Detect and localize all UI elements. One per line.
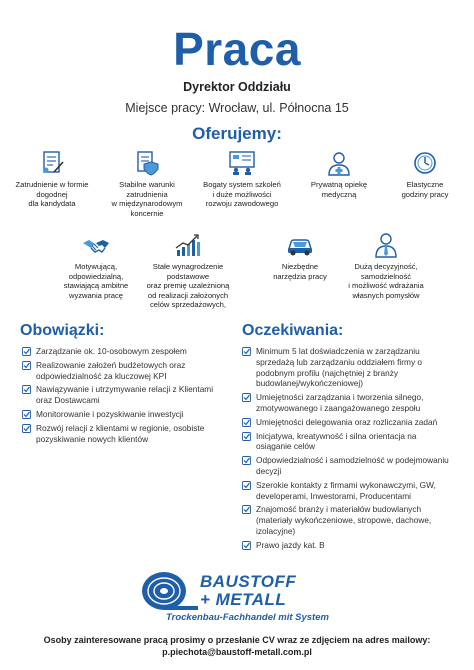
requirements-heading: Oczekiwania: [242,322,344,339]
footer-email[interactable]: p.piechota@baustoff-metall.com.pl [162,647,312,657]
footer-contact [0,634,474,658]
logo-text-line2: + METALL [200,590,287,609]
list-item: Zarządzanie ok. 10-osobowym zespołem [22,346,227,357]
company-logo [140,570,340,630]
document-shield-icon [132,150,162,176]
list-item: Minimum 5 lat doświadczenia w zarządzaniu sprzedażą lub zarządzaniu oddziałem firmy o podobnym profilu (najchętniej z branży budowlanej/wykończeniowej) [242,346,454,389]
check-icon [242,456,251,465]
benefit-contract: Zatrudnienie w formie dogodnej dla kandydata [4,150,100,209]
list-item: Szerokie kontakty z firmami wykonawczymi, GW, developerami, Inwestorami, Producentami [242,480,454,502]
list-item: Umiejętności delegowania oraz rozliczania zadań [242,417,454,428]
page-title: Praca [173,23,301,75]
check-icon [242,347,251,356]
benefit-medical: Prywatną opiekę medyczną [292,150,386,199]
footer-instruction: Osoby zainteresowane pracą prosimy o przesłanie CV wraz ze zdjęciem na adres mailowy: [43,635,431,645]
logo-text-line1: BAUSTOFF [200,572,297,591]
check-icon [22,361,31,370]
job-position: Dyrektor Oddziału [183,80,291,94]
list-item: Nawiązywanie i utrzymywanie relacji z Klientami oraz Dostawcami [22,384,227,406]
benefit-motivating-work: Motywującą, odpowiedzialną, stawiającą ambitne wyzwania pracę [46,232,146,300]
check-icon [242,393,251,402]
list-item: Realizowanie założeń budżetowych oraz odpowiedzialność za kluczowej KPI [22,360,227,382]
check-icon [242,505,251,514]
logo-tagline: Trockenbau-Fachhandel mit System [166,612,329,623]
check-icon [242,481,251,490]
benefit-flexible-hours: Elastyczne godziny pracy [378,150,472,199]
benefit-training: Bogaty system szkoleń i duże możliwości rozwoju zawodowego [192,150,292,209]
list-item: Monitorowanie i pozyskiwanie inwestycji [22,409,227,420]
check-icon [22,424,31,433]
benefit-autonomy: Dużą decyzyjność, samodzielność i możliwość wdrażania własnych pomysłów [336,232,436,300]
list-item: Znajomość branży i materiałów budowlanych (materiały wykończeniowe, stropowe, dachowe, izolacyjne) [242,504,454,536]
benefit-salary: Stałe wynagrodzenie podstawowe oraz premię uzależnioną od realizacji założonych celów sprzedażowych, [136,232,240,310]
benefit-work-tools: Niezbędne narzędzia pracy [250,232,350,281]
offer-heading: Oferujemy: [192,124,282,143]
check-icon [22,385,31,394]
check-icon [242,418,251,427]
duties-heading: Obowiązki: [20,322,105,339]
benefit-stable-employment: Stabilne warunki zatrudnienia w międzynarodowym koncernie [100,150,194,218]
requirements-list [242,346,454,554]
list-item: Umiejętności zarządzania i tworzenia silnego, zmotywowanego i zaangażowanego zespołu [242,392,454,414]
check-icon [22,347,31,356]
list-item: Rozwój relacji z klientami w regionie, osobiste pozyskiwanie nowych klientów [22,423,227,445]
job-location: Miejsce pracy: Wrocław, ul. Północna 15 [125,101,349,115]
growth-chart-icon [173,232,203,258]
list-item: Inicjatywa, kreatywność i silna orientacja na osiąganie celów [242,431,454,453]
list-item: Odpowiedzialność i samodzielność w podejmowaniu decyzji [242,455,454,477]
check-icon [242,541,251,550]
doctor-icon [324,150,354,176]
list-item: Prawo jazdy kat. B [242,540,454,551]
clock-icon [410,150,440,176]
car-icon [285,232,315,258]
check-icon [242,432,251,441]
check-icon [22,410,31,419]
duties-list [22,346,227,447]
manager-icon [371,232,401,258]
logo-roll-icon [140,570,198,612]
training-board-icon [227,150,257,176]
handshake-icon [81,232,111,258]
contract-icon [37,150,67,176]
